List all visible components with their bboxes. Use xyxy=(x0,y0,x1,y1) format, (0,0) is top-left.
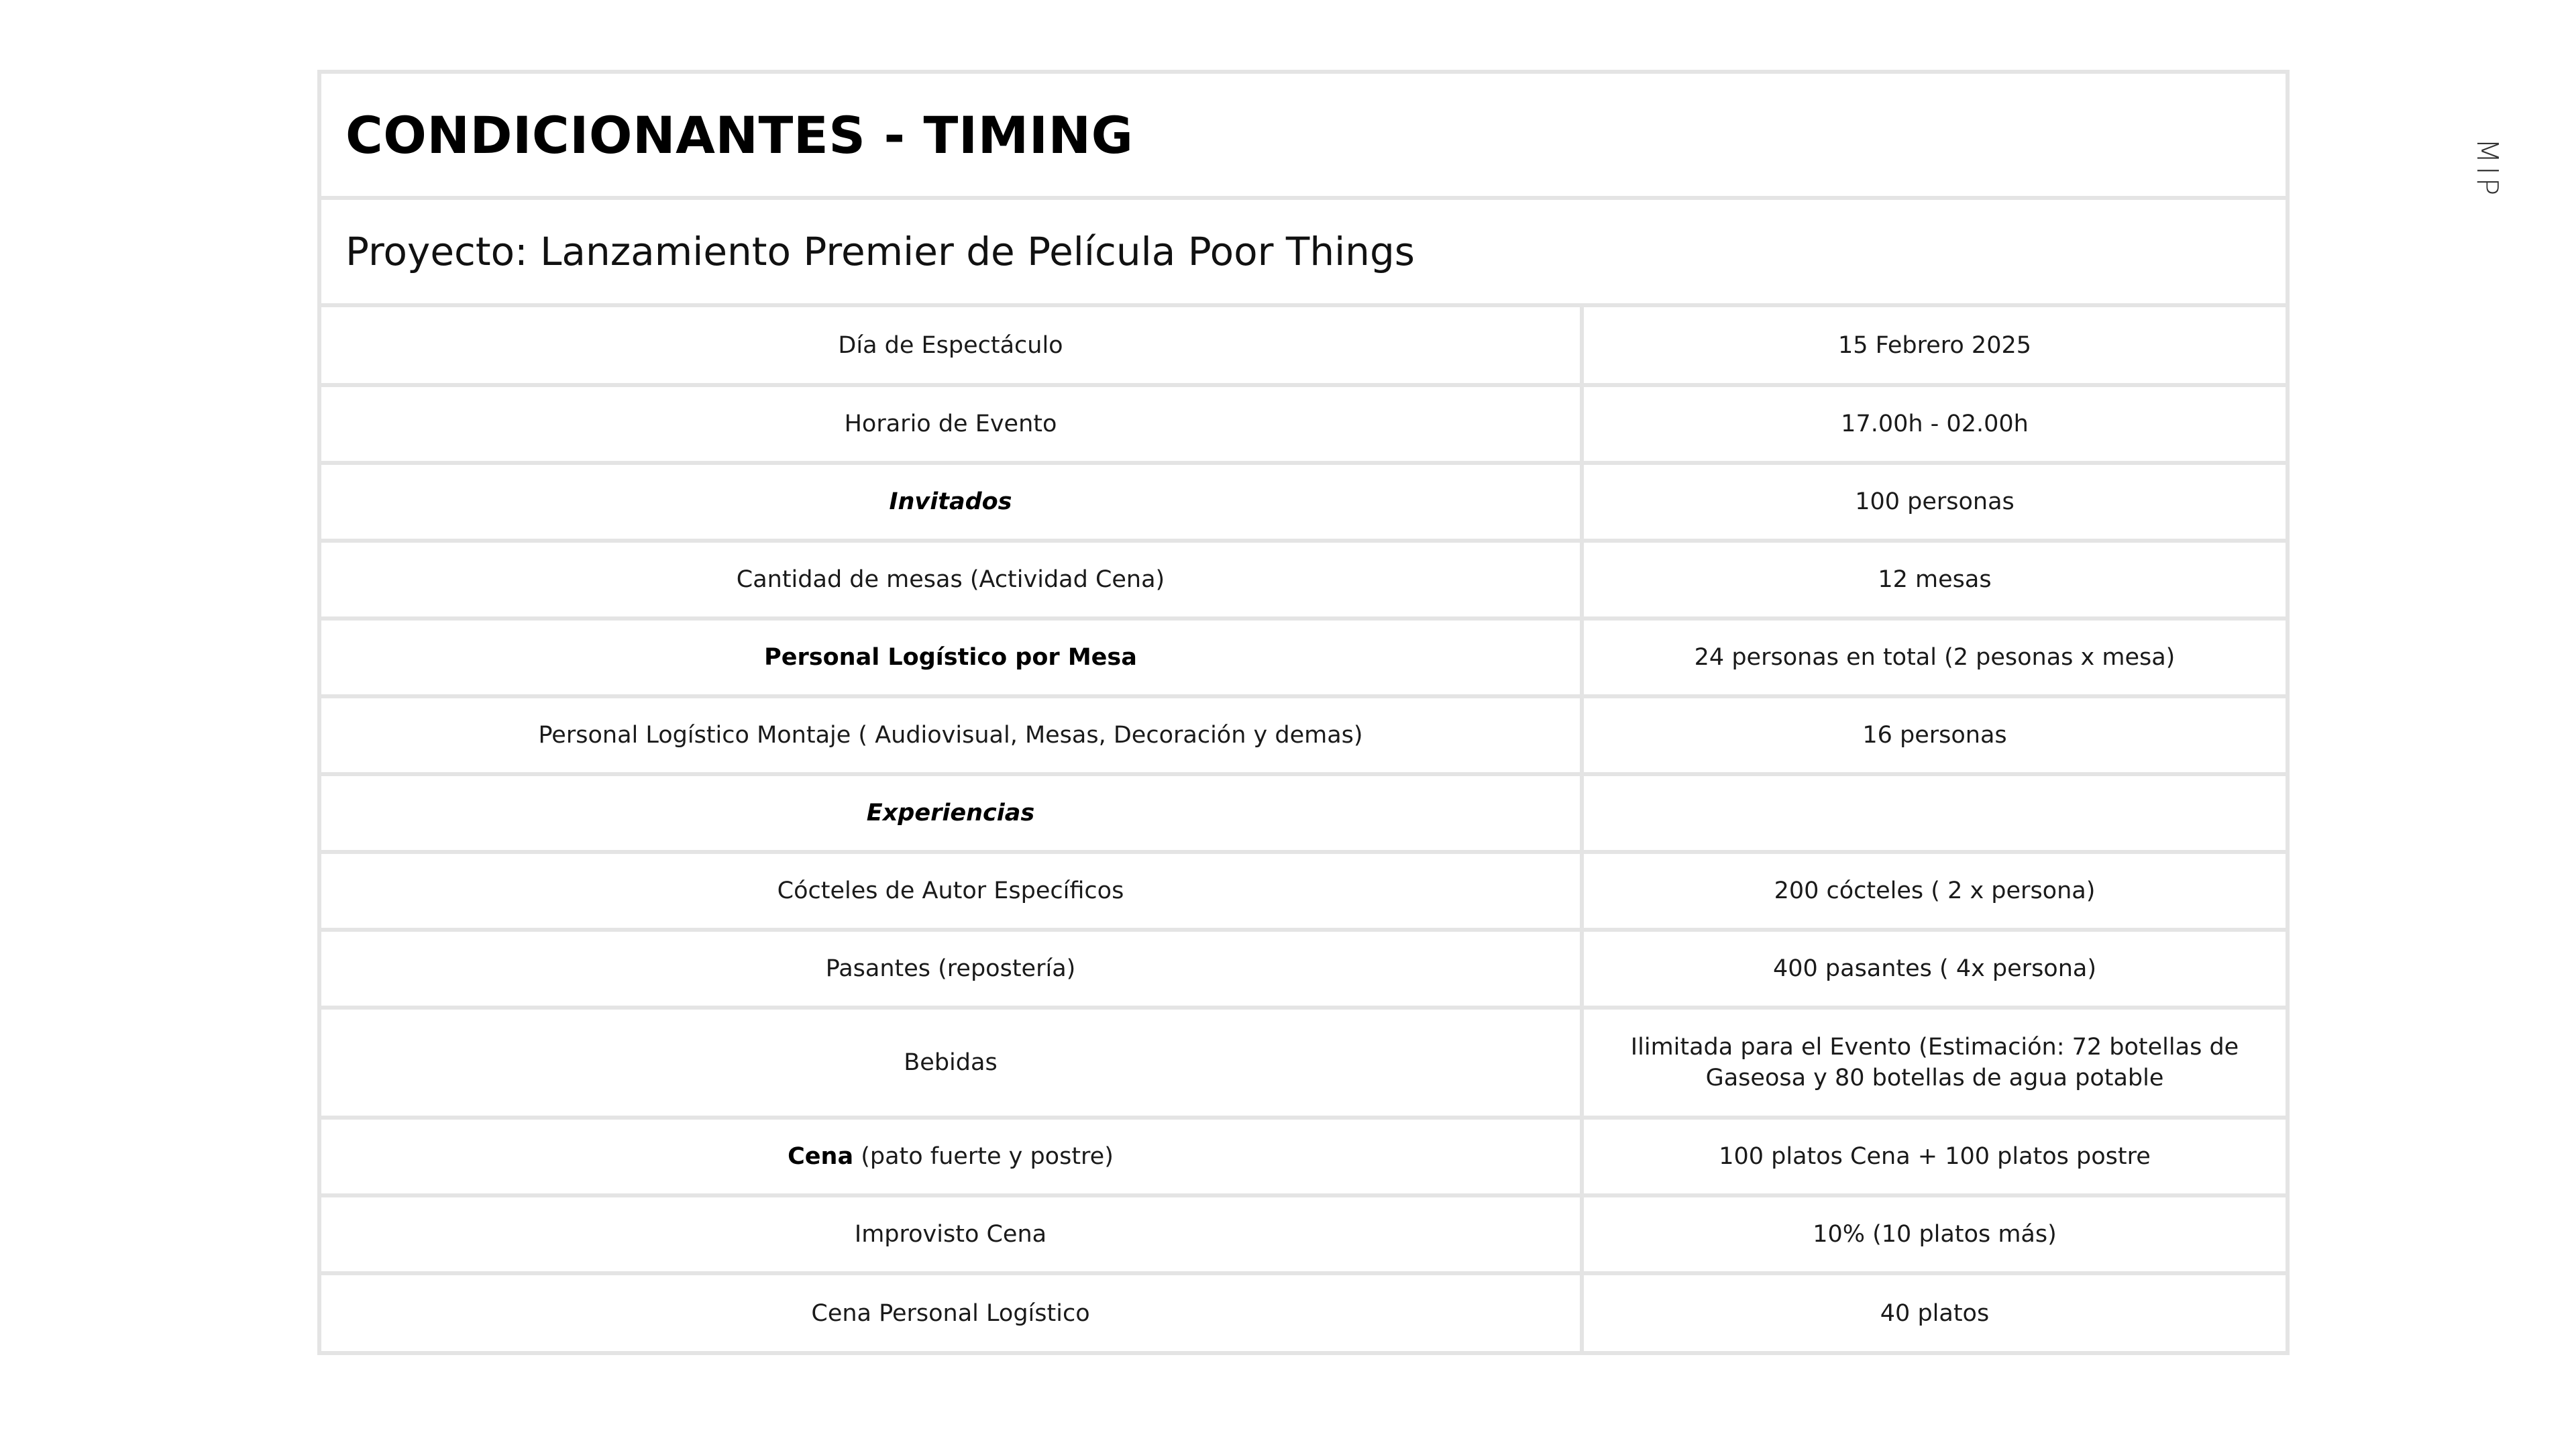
row-value: 17.00h - 02.00h xyxy=(1582,385,2286,463)
row-label-text: Invitados xyxy=(889,488,1012,515)
table-row xyxy=(321,619,2286,696)
page-title: CONDICIONANTES - TIMING xyxy=(345,105,1134,165)
row-value-line: Gaseosa y 80 botellas de agua potable xyxy=(1705,1065,2164,1091)
row-value: 200 cócteles ( 2 x persona) xyxy=(1582,852,2286,930)
timing-table xyxy=(317,70,2290,1355)
row-value: 16 personas xyxy=(1582,696,2286,774)
row-label-rest: (pato fuerte y postre) xyxy=(853,1143,1114,1170)
row-value: 400 pasantes ( 4x persona) xyxy=(1582,930,2286,1008)
row-label: Horario de Evento xyxy=(321,385,1582,463)
row-label xyxy=(321,463,1582,541)
brand-logo-text: MIP xyxy=(2470,138,2505,198)
table-row xyxy=(321,385,2286,463)
row-label: Cantidad de mesas (Actividad Cena) xyxy=(321,541,1582,619)
table-row xyxy=(321,696,2286,774)
table-row xyxy=(321,463,2286,541)
row-value: 15 Febrero 2025 xyxy=(1837,331,2031,359)
table-row xyxy=(321,930,2286,1008)
title-row xyxy=(321,74,2286,200)
table-row xyxy=(321,307,2286,385)
project-name: Proyecto: Lanzamiento Premier de Película Poor Things xyxy=(345,229,1415,274)
table-row xyxy=(321,774,2286,852)
table-row xyxy=(321,852,2286,930)
row-value: 12 mesas xyxy=(1582,541,2286,619)
row-label-text: Experiencias xyxy=(866,800,1035,826)
row-label: Personal Logístico Montaje ( Audiovisual, Mesas, Decoración y demas) xyxy=(321,696,1582,774)
table-row xyxy=(321,541,2286,619)
row-value: 100 personas xyxy=(1582,463,2286,541)
row-label: Cena Personal Logístico xyxy=(321,1273,1582,1351)
row-label: Improvisto Cena xyxy=(321,1195,1582,1273)
row-label: Día de Espectáculo xyxy=(321,307,1582,385)
row-value: 10% (10 platos más) xyxy=(1582,1195,2286,1273)
row-value: 40 platos xyxy=(1582,1273,2286,1351)
row-value xyxy=(1582,1008,2286,1118)
row-value: 100 platos Cena + 100 platos postre xyxy=(1582,1118,2286,1195)
row-value: 24 personas en total (2 pesonas x mesa) xyxy=(1582,619,2286,696)
table-row xyxy=(321,1008,2286,1118)
table-row xyxy=(321,1273,2286,1351)
row-label xyxy=(321,619,1582,696)
row-label xyxy=(321,1118,1582,1195)
row-label-text: Personal Logístico por Mesa xyxy=(764,644,1137,671)
brand-logo xyxy=(2463,138,2512,198)
row-label-bold: Cena xyxy=(788,1143,854,1170)
project-row xyxy=(321,200,2286,307)
row-label xyxy=(321,774,1582,852)
table-row xyxy=(321,1118,2286,1195)
row-label: Bebidas xyxy=(321,1008,1582,1118)
row-value-line: Ilimitada para el Evento (Estimación: 72 botellas de xyxy=(1630,1034,2239,1061)
row-label: Pasantes (repostería) xyxy=(321,930,1582,1008)
conditions-grid xyxy=(321,307,2286,1351)
table-row xyxy=(321,1195,2286,1273)
row-label: Cócteles de Autor Específicos xyxy=(321,852,1582,930)
row-value xyxy=(1582,774,2286,852)
